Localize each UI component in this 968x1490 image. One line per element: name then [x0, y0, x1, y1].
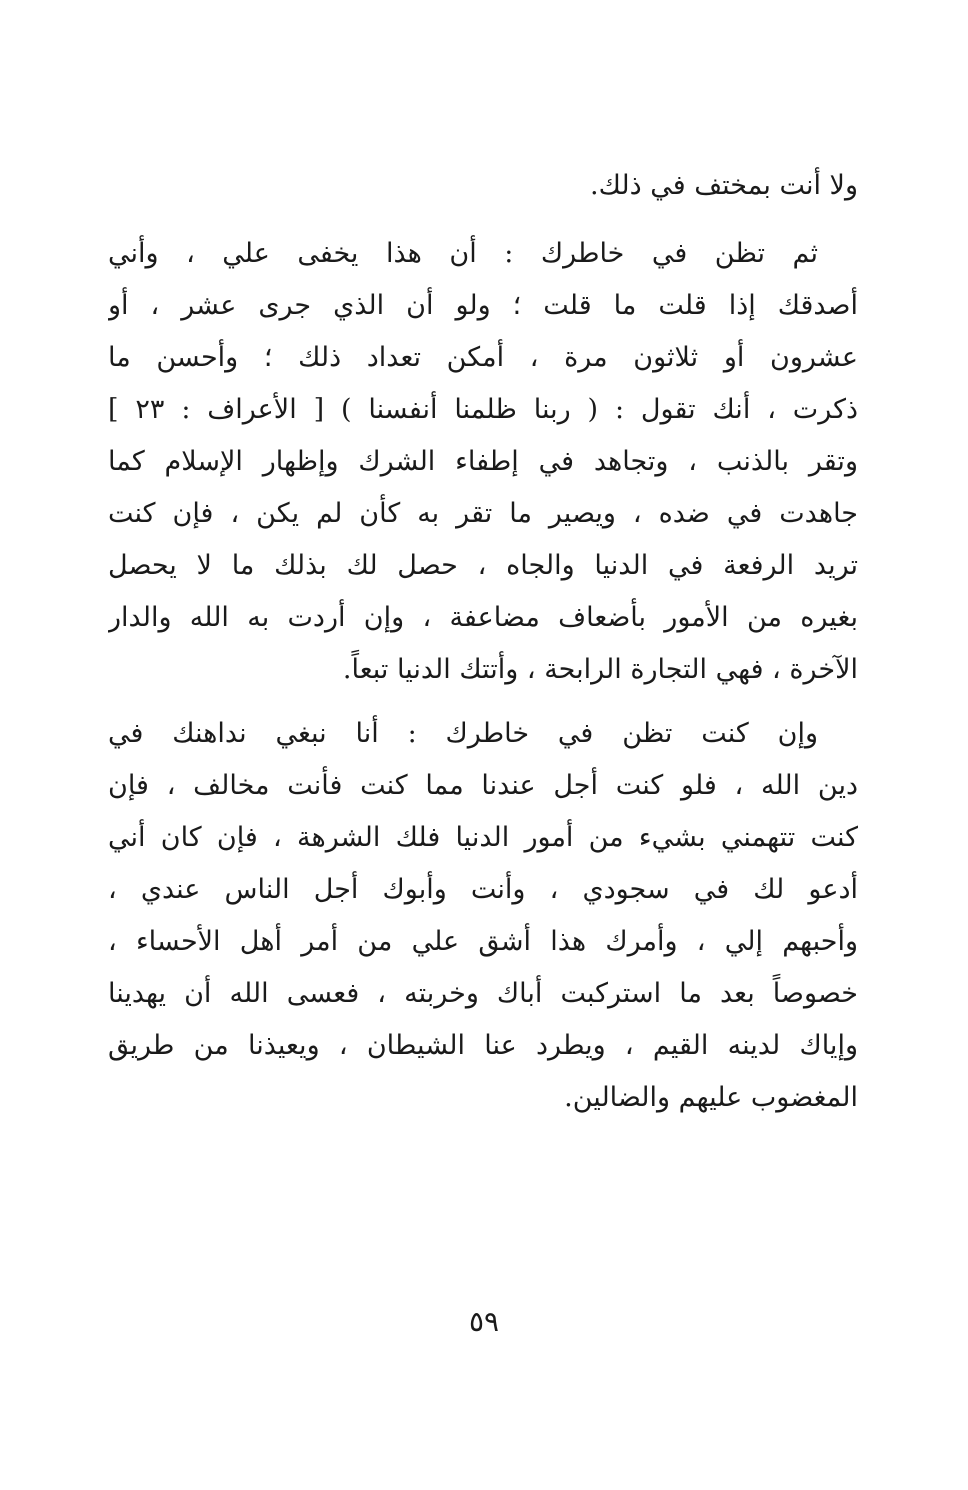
text-line: كنت تتهمني بشيء من أمور الدنيا فلك الشرهة ، فإن كان أني [108, 822, 858, 853]
text-line: ولا أنت بمختف في ذلك. [590, 170, 858, 201]
paragraph-2 [108, 228, 858, 696]
paragraph-3 [108, 708, 858, 1124]
text-line: أصدقك إذا قلت ما قلت ؛ ولو أن الذي جرى عشر ، أو [108, 290, 858, 321]
text-line: بغيره من الأمور بأضعاف مضاعفة ، وإن أردت به الله والدار [108, 602, 858, 633]
text-line: عشرون أو ثلاثون مرة ، أمكن تعداد ذلك ؛ وأحسن ما [108, 342, 858, 373]
text-line: أدعو لك في سجودي ، وأنت وأبوك أجل الناس عندي ، [108, 874, 858, 905]
text-line: وإياك لدينه القيم ، ويطرد عنا الشيطان ، ويعيذنا من طريق [108, 1030, 858, 1061]
text-line: وأحبهم إلي ، وأمرك هذا أشق علي من أمر أهل الأحساء ، [108, 926, 858, 957]
text-line: جاهدت في ضده ، ويصير ما تقر به كأن لم يكن ، فإن كنت [108, 498, 858, 529]
text-line: وتقر بالذنب ، وتجاهد في إطفاء الشرك وإظهار الإسلام كما [108, 446, 858, 477]
text-line: ذكرت ، أنك تقول : ( ربنا ظلمنا أنفسنا ) [ الأعراف : ٢٣ ] [108, 394, 858, 425]
text-line: الآخرة ، فهي التجارة الرابحة ، وأتتك الدنيا تبعاً. [342, 654, 858, 685]
paragraph-1 [108, 160, 858, 212]
text-line: المغضوب عليهم والضالين. [564, 1082, 858, 1113]
text-line: ثم تظن في خاطرك : أن هذا يخفى علي ، وأني [108, 238, 818, 269]
text-line: وإن كنت تظن في خاطرك : أنا نبغي نداهنك في [108, 718, 818, 749]
text-line: دين الله ، فلو كنت أجل عندنا مما كنت فأنت مخالف ، فإن [108, 770, 858, 801]
page-number: ٥٩ [468, 1305, 500, 1338]
text-line: تريد الرفعة في الدنيا والجاه ، حصل لك بذلك ما لا يحصل [108, 550, 858, 581]
text-line: خصوصاً بعد ما استركبت أباك وخربته ، فعسى الله أن يهدينا [108, 978, 858, 1009]
